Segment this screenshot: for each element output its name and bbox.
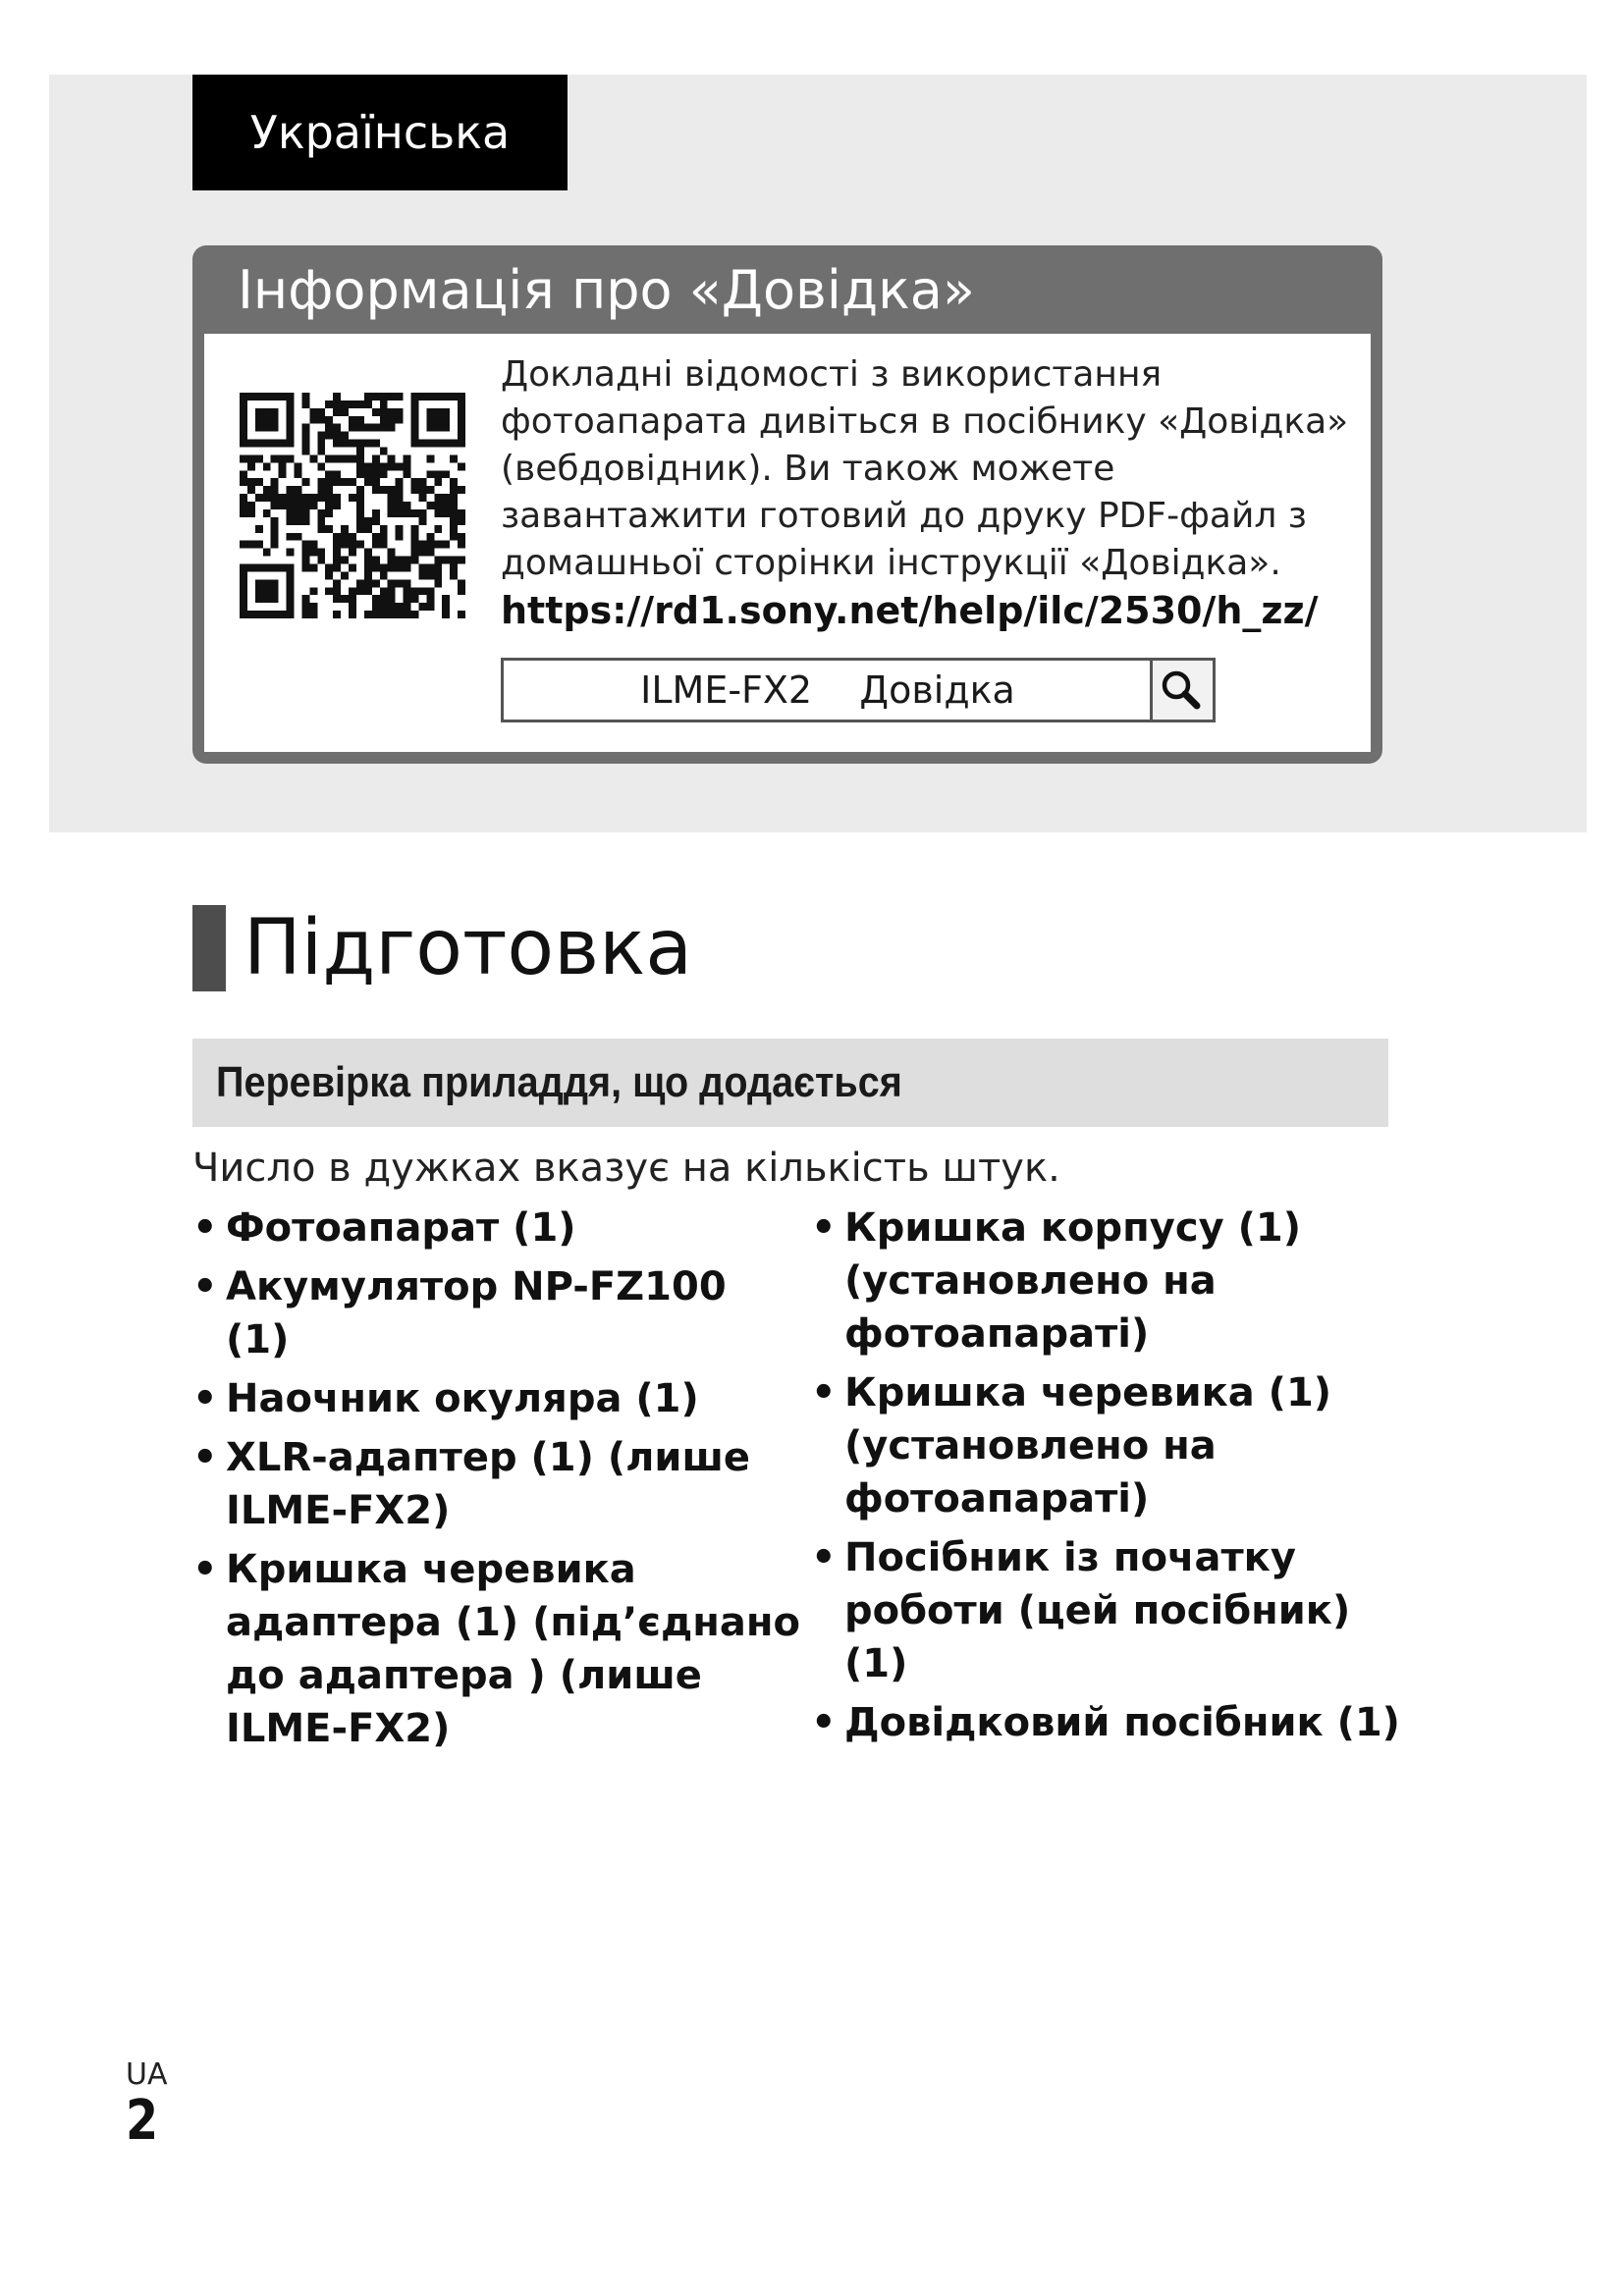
list-item: • Наочник окуляра (1) [192, 1372, 801, 1425]
list-item: • Кришка корпусу (1) (установлено на фотоапараті) [811, 1201, 1420, 1361]
search-button[interactable] [1150, 661, 1213, 720]
search-query-text: ILME-FX2 Довідка [640, 668, 1015, 712]
list-item: • Акумулятор NP-FZ100 (1) [192, 1260, 801, 1366]
list-item: • Кришка черевика (1) (установлено на фотоапараті) [811, 1366, 1420, 1525]
list-item: • Довідковий посібник (1) [811, 1696, 1420, 1749]
page-language-code: UA [126, 2057, 168, 2092]
list-item: • XLR-адаптер (1) (лише ILME-FX2) [192, 1431, 801, 1537]
page-number: 2 [126, 2089, 159, 2153]
supplied-items-right [811, 1201, 1420, 1749]
subsection-heading [192, 1039, 1388, 1127]
section-title: Підготовка [244, 904, 692, 992]
help-box-content [204, 334, 1371, 752]
help-box-title: Інформація про «Довідка» [238, 259, 975, 321]
section-heading [192, 901, 692, 995]
section-marker-bar [192, 905, 226, 991]
list-item: • Фотоапарат (1) [192, 1201, 801, 1255]
help-text-block [501, 351, 1365, 634]
help-guide-box [192, 245, 1382, 764]
subsection-title: Перевірка приладдя, що додається [216, 1058, 902, 1106]
magnifier-icon [1153, 661, 1210, 720]
intro-text: Число в дужках вказує на кількість штук. [192, 1146, 1060, 1191]
language-tab: Українська [192, 75, 568, 190]
list-item: • Посібник із початку роботи (цей посібник) (1) [811, 1531, 1420, 1690]
list-item: • Кришка черевика адаптера (1) (під’єднано до адаптера ) (лише ILME-FX2) [192, 1543, 801, 1755]
qr-code-icon[interactable] [240, 393, 465, 618]
search-field[interactable] [501, 658, 1216, 722]
help-description: Докладні відомості з використання фотоапарата дивіться в посібнику «Довідка» (вебдовідник). Ви також можете завантажити готовий до друку PDF-файл з домашньої сторінки інструкції «Довідка». [501, 354, 1349, 583]
supplied-items-left [192, 1201, 801, 1755]
help-url-link[interactable]: https://rd1.sony.net/help/ilc/2530/h_zz/ [501, 589, 1319, 632]
